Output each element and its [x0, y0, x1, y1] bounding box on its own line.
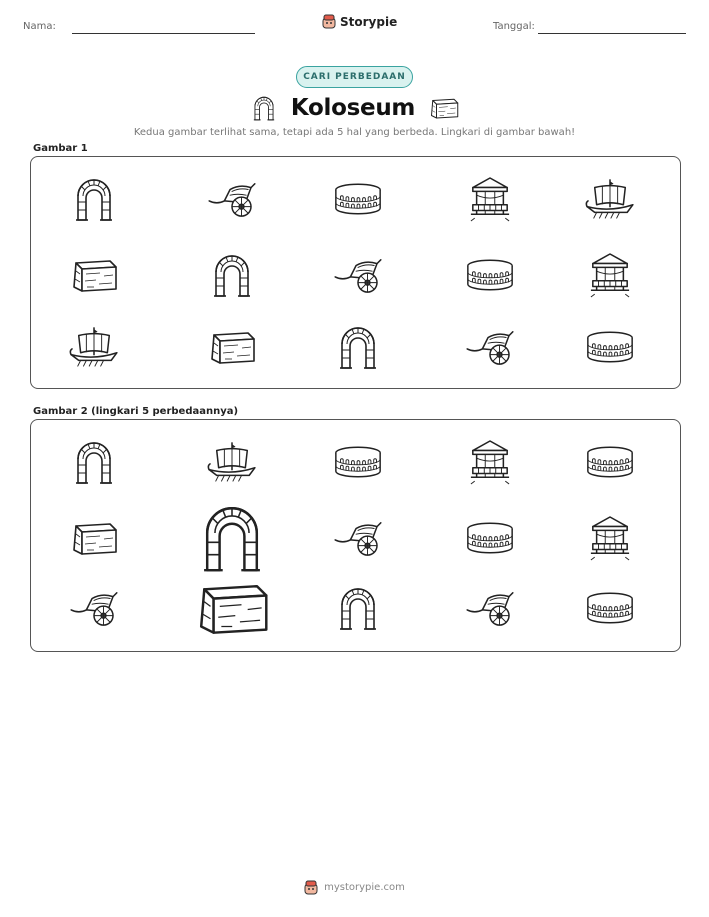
chariot-icon	[333, 256, 383, 294]
picture1-item[interactable]	[466, 258, 514, 292]
picture1-item[interactable]	[212, 252, 252, 298]
instructions: Kedua gambar terlihat sama, tetapi ada 5 hal yang berbeda. Lingkari di gambar bawah!	[133, 127, 576, 138]
picture1-item[interactable]	[74, 176, 114, 222]
chariot-icon	[207, 180, 257, 218]
picture2-item[interactable]	[466, 521, 514, 555]
arch-icon	[74, 439, 114, 485]
picture1-item[interactable]	[586, 330, 634, 364]
ship-icon	[69, 326, 119, 368]
picture1-item[interactable]	[589, 252, 631, 298]
storypie-mascot-icon	[304, 880, 318, 895]
date-label: Tanggal:	[493, 21, 535, 32]
picture2-item[interactable]	[586, 445, 634, 479]
page-title	[230, 92, 480, 124]
brand-name: Storypie	[340, 14, 398, 29]
picture2-item[interactable]	[333, 519, 383, 557]
picture1-item[interactable]	[207, 180, 257, 218]
picture1-item[interactable]	[585, 178, 635, 220]
picture1-item[interactable]	[334, 182, 382, 216]
chariot-icon	[465, 589, 515, 627]
gazebo-icon	[589, 515, 631, 561]
picture1-item[interactable]	[469, 176, 511, 222]
chariot-icon	[69, 589, 119, 627]
picture1-item[interactable]	[69, 326, 119, 368]
colosseum-icon	[586, 445, 634, 479]
picture1-item[interactable]	[70, 257, 118, 293]
page-title-text: Koloseum	[290, 95, 416, 121]
name-label: Nama:	[23, 21, 56, 32]
picture2-item[interactable]	[195, 580, 269, 636]
picture2-item[interactable]	[589, 515, 631, 561]
stone-block-icon	[429, 96, 459, 120]
ship-icon	[585, 178, 635, 220]
picture1-label: Gambar 1	[33, 143, 88, 154]
date-field[interactable]	[538, 33, 686, 34]
picture2-label: Gambar 2 (lingkari 5 perbedaannya)	[33, 406, 239, 417]
arch-icon	[212, 252, 252, 298]
picture2-item[interactable]	[74, 439, 114, 485]
activity-badge: CARI PERBEDAAN	[296, 66, 413, 88]
picture1-item[interactable]	[338, 324, 378, 370]
stone-block-icon	[208, 329, 256, 365]
picture2-item[interactable]	[201, 502, 263, 573]
stone-block-icon	[70, 257, 118, 293]
colosseum-icon	[334, 182, 382, 216]
picture1-item[interactable]	[465, 328, 515, 366]
gazebo-icon	[469, 176, 511, 222]
colosseum-icon	[466, 258, 514, 292]
name-field[interactable]	[72, 33, 255, 34]
colosseum-icon	[586, 591, 634, 625]
colosseum-icon	[466, 521, 514, 555]
chariot-icon	[465, 328, 515, 366]
storypie-mascot-icon	[322, 14, 336, 29]
gazebo-icon	[589, 252, 631, 298]
picture2-item[interactable]	[70, 520, 118, 556]
arch-icon	[338, 324, 378, 370]
picture2-item[interactable]	[207, 441, 257, 483]
picture1-item[interactable]	[333, 256, 383, 294]
picture2-item[interactable]	[586, 591, 634, 625]
arch-icon	[74, 176, 114, 222]
ship-icon	[207, 441, 257, 483]
picture2-item[interactable]	[465, 589, 515, 627]
arch-icon	[338, 585, 378, 631]
chariot-icon	[333, 519, 383, 557]
brand-logo	[322, 14, 397, 29]
picture1-item[interactable]	[208, 329, 256, 365]
stone-block-icon	[70, 520, 118, 556]
gazebo-icon	[469, 439, 511, 485]
arch-icon	[201, 502, 263, 573]
arch-icon	[251, 95, 277, 121]
footer-site: mystorypie.com	[324, 882, 405, 893]
picture2-item[interactable]	[469, 439, 511, 485]
colosseum-icon	[586, 330, 634, 364]
colosseum-icon	[334, 445, 382, 479]
picture2-item[interactable]	[334, 445, 382, 479]
picture2-item[interactable]	[69, 589, 119, 627]
stone-block-icon	[195, 580, 269, 636]
footer	[0, 880, 709, 895]
picture2-item[interactable]	[338, 585, 378, 631]
